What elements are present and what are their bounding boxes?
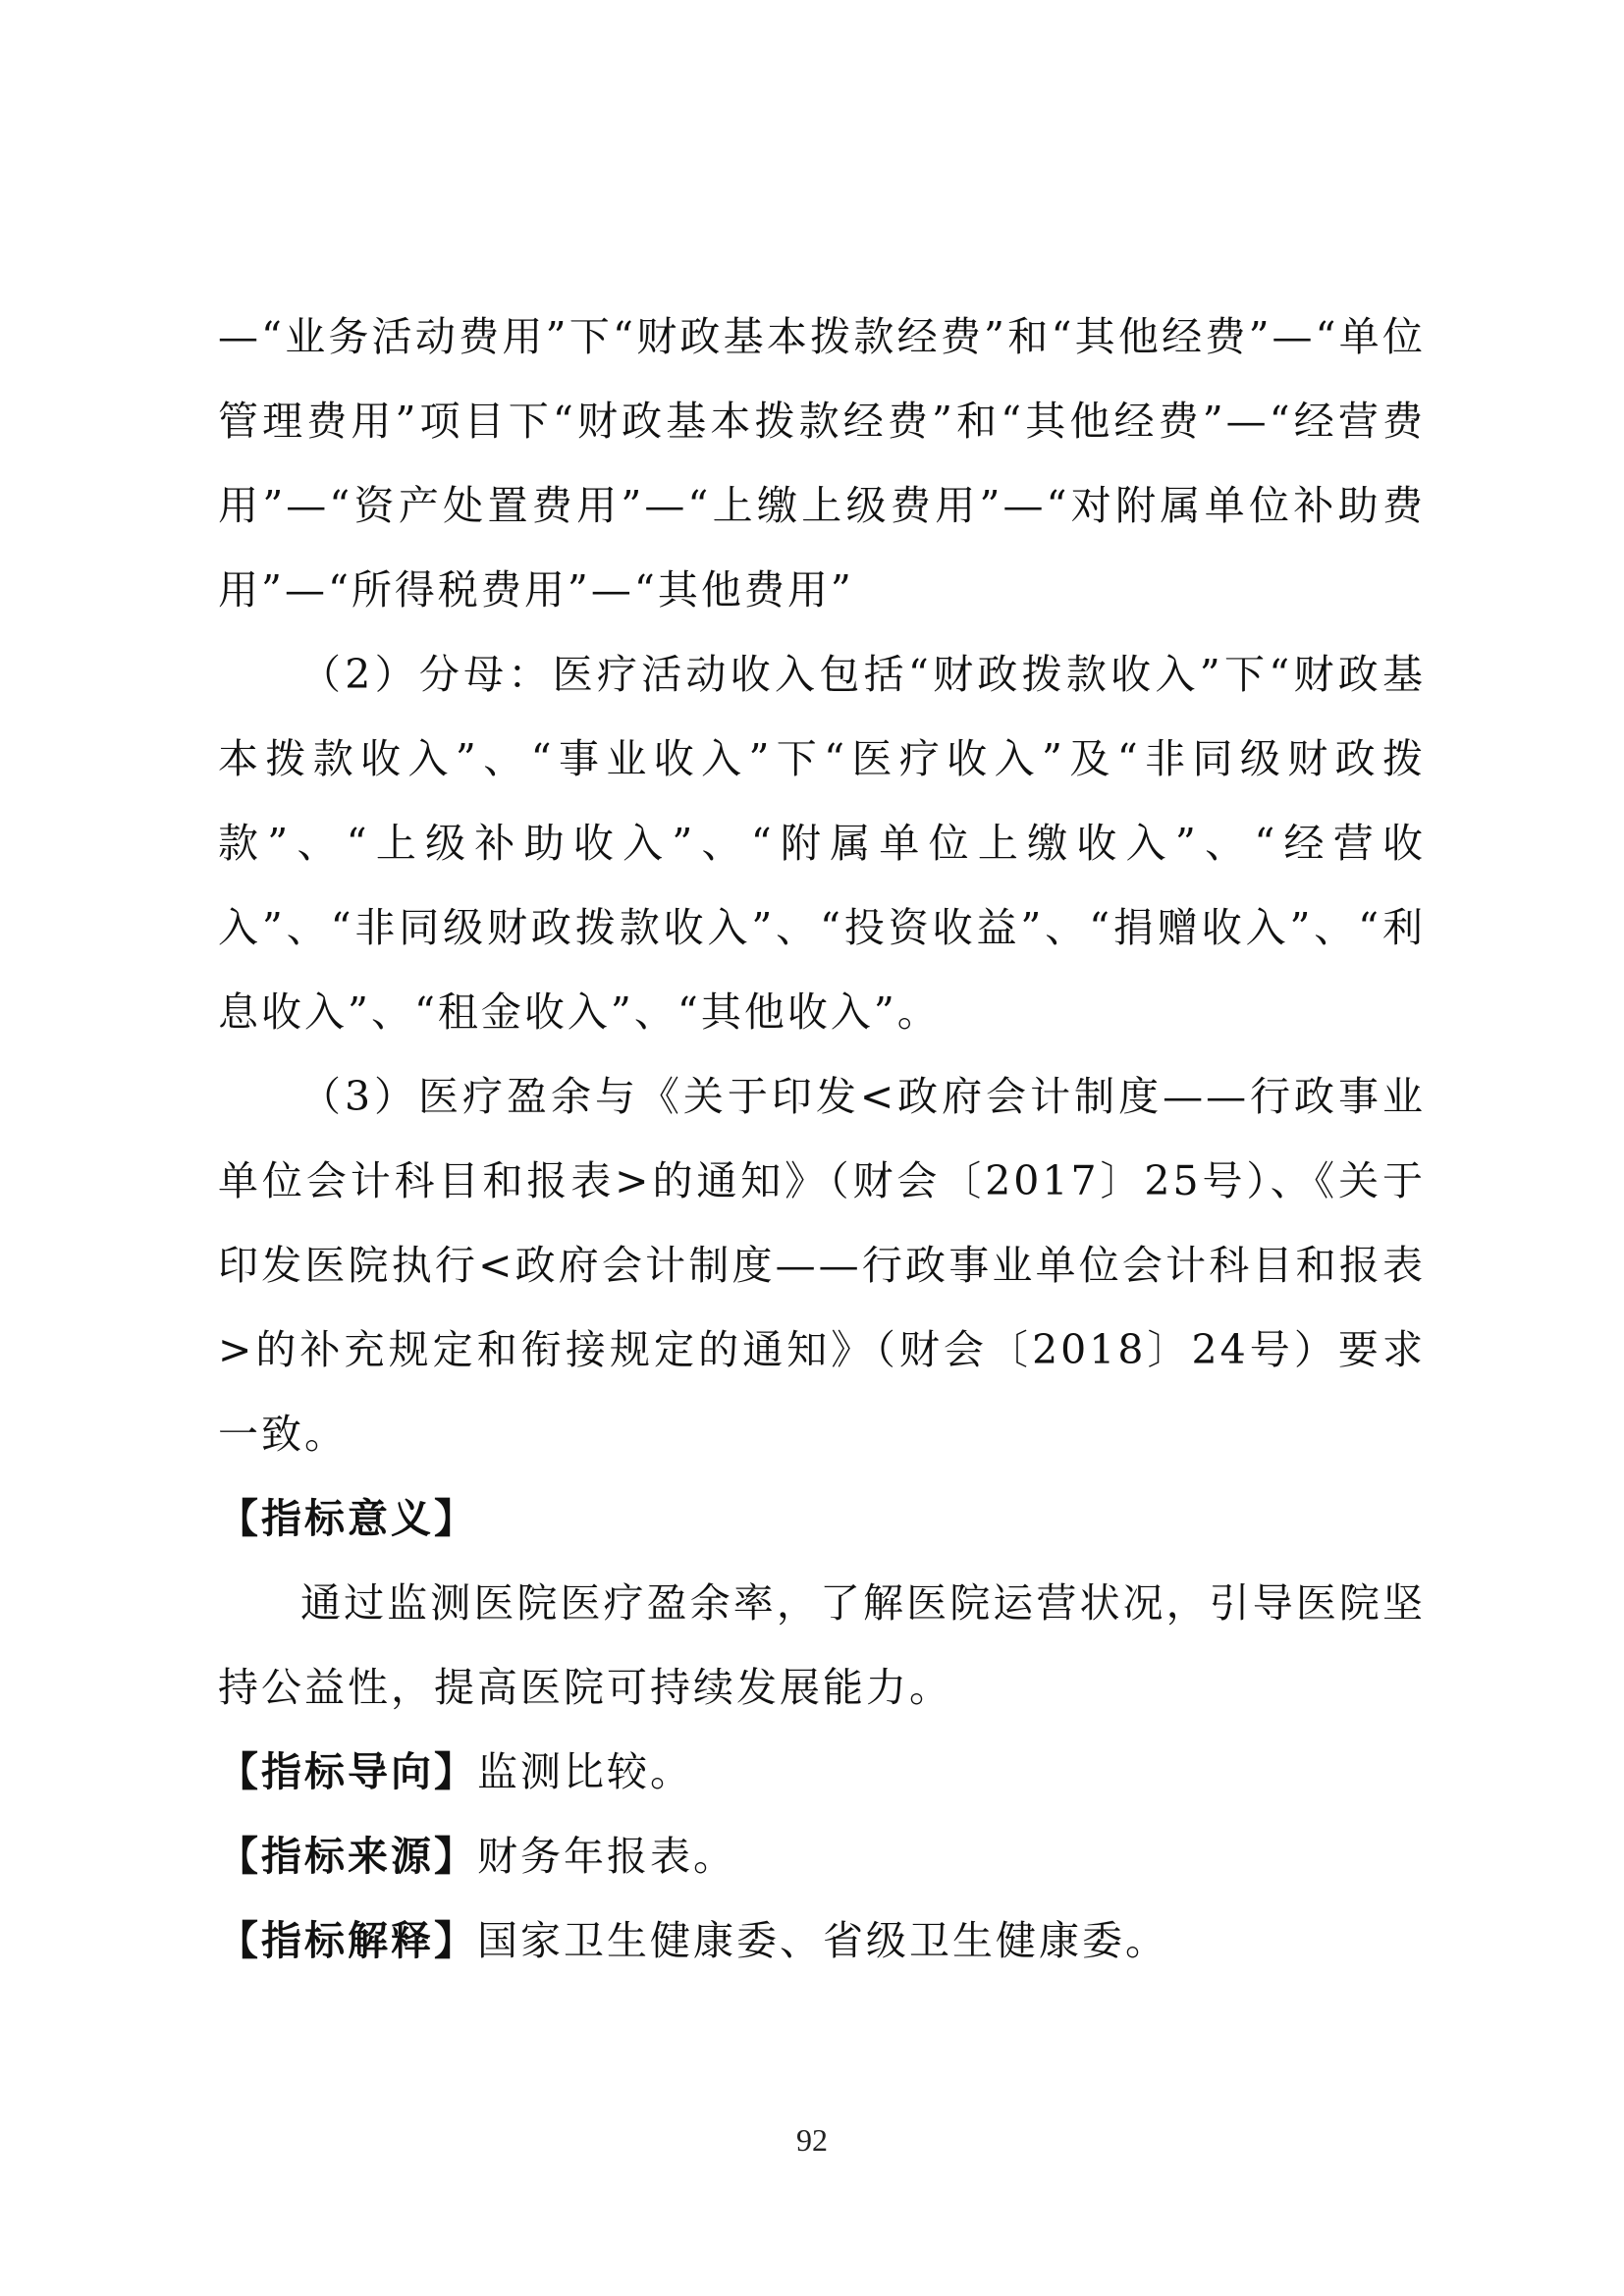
source-value: 财务年报表。	[477, 1833, 736, 1880]
document-body	[218, 294, 1426, 1983]
interpretation-line	[218, 1898, 1426, 1983]
cost-items-paragraph: —“业务活动费用”下“财政基本拨款经费”和“其他经费”—“单位管理费用”项目下“财政基本拨款经费”和“其他经费”—“经营费用”—“资产处置费用”—“上缴上级费用”—“对附属单位补助费用”—“所得税费用”—“其他费用”	[218, 313, 1426, 614]
denominator-paragraph: （2）分母：医疗活动收入包括“财政拨款收入”下“财政基本拨款收入”、“事业收入”下“医疗收入”及“非同级财政拨款”、“上级补助收入”、“附属单位上缴收入”、“经营收入”、“非同级财政拨款收入”、“投资收益”、“捐赠收入”、“利息收入”、“租金收入”、“其他收入”。	[218, 651, 1426, 1036]
interpretation-label: 【指标解释】	[218, 1917, 477, 1964]
source-label: 【指标来源】	[218, 1833, 477, 1880]
direction-label: 【指标导向】	[218, 1748, 477, 1795]
significance-heading: 【指标意义】	[218, 1495, 477, 1542]
significance-paragraph: 通过监测医院医疗盈余率，了解医院运营状况，引导医院坚持公益性，提高医院可持续发展能力。	[218, 1579, 1426, 1711]
interpretation-value: 国家卫生健康委、省级卫生健康委。	[477, 1917, 1168, 1964]
direction-line	[218, 1730, 1426, 1814]
surplus-note-paragraph: （3）医疗盈余与《关于印发<政府会计制度——行政事业单位会计科目和报表>的通知》（财会〔2017〕25号）、《关于印发医院执行<政府会计制度——行政事业单位会计科目和报表>的补充规定和衔接规定的通知》（财会〔2018〕24号）要求一致。	[218, 1073, 1426, 1458]
page-number: 92	[796, 2122, 828, 2158]
direction-value: 监测比较。	[477, 1748, 693, 1795]
source-line	[218, 1814, 1426, 1898]
